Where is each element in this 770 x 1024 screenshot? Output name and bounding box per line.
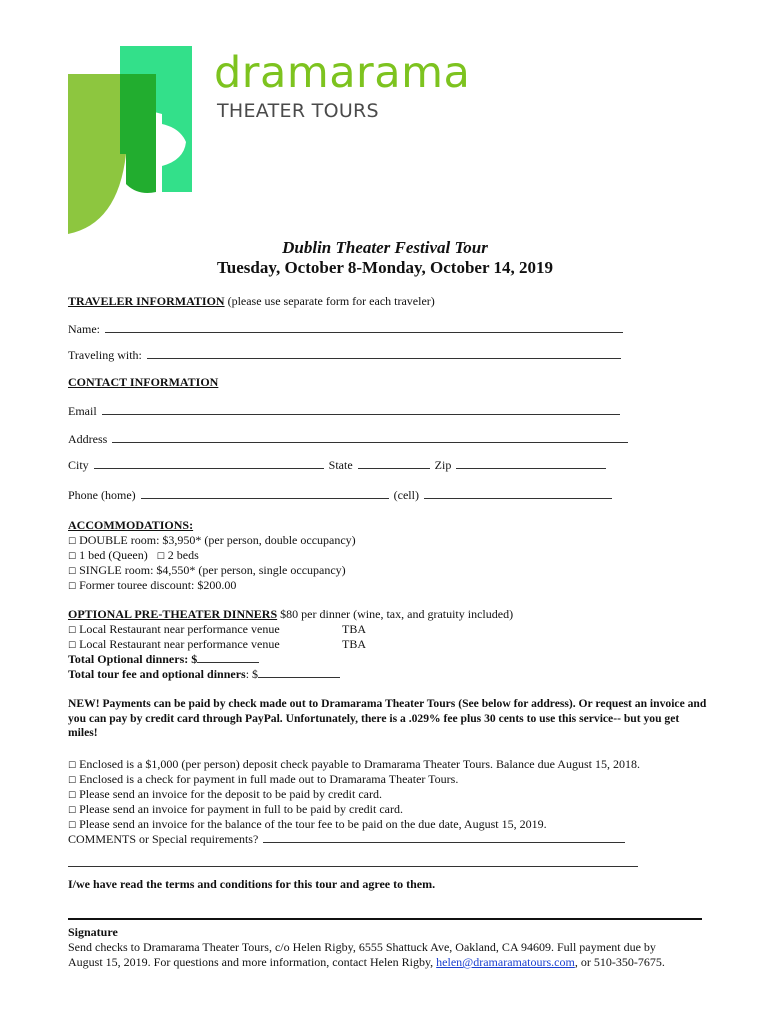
total-tour-field[interactable] [258, 667, 340, 678]
contact-email-link[interactable]: helen@dramaramatours.com [436, 955, 575, 969]
single-room-label: SINGLE room: $4,550* (per person, single occupancy) [79, 563, 346, 577]
phone-home-label: Phone (home) [68, 488, 136, 502]
dinners-header-line [68, 607, 513, 621]
payment-4-checkbox[interactable]: ☐ [68, 806, 77, 816]
payment-5-checkbox[interactable]: ☐ [68, 821, 77, 831]
dinners-heading: OPTIONAL PRE-THEATER DINNERS [68, 607, 278, 621]
accommodation-discount [68, 578, 236, 594]
comments-row-2 [68, 856, 640, 870]
total-optional-row [68, 652, 261, 666]
signature-line[interactable] [68, 918, 702, 920]
payment-3-label: Please send an invoice for the deposit to be paid by credit card. [79, 787, 382, 801]
total-tour-row [68, 667, 342, 681]
accommodation-double [68, 533, 356, 549]
city-state-zip-row [68, 458, 608, 472]
address-row [68, 432, 630, 446]
brand-name: dramarama [214, 48, 471, 98]
dramarama-logo-mark [68, 44, 192, 236]
queen-bed-checkbox[interactable]: ☐ [68, 552, 77, 562]
dinner-2-checkbox[interactable]: ☐ [68, 641, 77, 651]
accommodation-beds [68, 548, 199, 564]
address-field[interactable] [112, 432, 628, 443]
dinner-item-1 [68, 622, 280, 638]
total-optional-field[interactable] [197, 652, 259, 663]
traveler-info-line [68, 294, 435, 308]
traveling-with-field[interactable] [147, 348, 621, 359]
city-field[interactable] [94, 458, 324, 469]
tour-title: Dublin Theater Festival Tour [282, 238, 488, 257]
contact-heading: CONTACT INFORMATION [68, 375, 219, 389]
phone-cell-label: (cell) [393, 488, 419, 502]
comments-field-2[interactable] [68, 856, 638, 867]
zip-label: Zip [434, 458, 452, 472]
payment-2-label: Enclosed is a check for payment in full made out to Dramarama Theater Tours. [79, 772, 459, 786]
traveler-heading: TRAVELER INFORMATION [68, 294, 225, 308]
single-room-checkbox[interactable]: ☐ [68, 567, 77, 577]
comments-row [68, 832, 627, 846]
phone-home-field[interactable] [141, 488, 389, 499]
tour-dates: Tuesday, October 8-Monday, October 14, 2019 [217, 258, 553, 277]
zip-field[interactable] [456, 458, 606, 469]
payment-3-checkbox[interactable]: ☐ [68, 791, 77, 801]
traveling-with-label: Traveling with: [68, 348, 142, 362]
state-label: State [328, 458, 353, 472]
total-tour-suffix: : $ [245, 667, 259, 681]
traveling-with-row [68, 348, 623, 362]
payment-option-3 [68, 787, 382, 803]
mailing-instructions: Send checks to Dramarama Theater Tours, c/o Helen Rigby, 6555 Shattuck Ave, Oakland, CA 94609. Full payment due by [68, 940, 656, 954]
dinner-item-2 [68, 637, 280, 653]
brand-subtitle: THEATER TOURS [217, 100, 379, 122]
comments-field[interactable] [263, 832, 625, 843]
double-room-label: DOUBLE room: $3,950* (per person, double occupancy) [79, 533, 356, 547]
payment-option-5 [68, 817, 547, 833]
email-field[interactable] [102, 404, 620, 415]
payment-option-4 [68, 802, 403, 818]
two-beds-checkbox[interactable]: ☐ [156, 552, 165, 562]
city-label: City [68, 458, 89, 472]
accommodations-heading: ACCOMMODATIONS: [68, 518, 194, 532]
agreement-statement: I/we have read the terms and conditions for this tour and agree to them. [68, 877, 436, 891]
payment-notice: NEW! Payments can be paid by check made out to Dramarama Theater Tours (See below for address). Or request an invoice and you can pay by credit card through PayPal. Unfortunately, there is a .029% fee plus 30 cents to use this service-- but you get miles! [68, 697, 707, 739]
name-row [68, 322, 625, 336]
dinner-1-checkbox[interactable]: ☐ [68, 626, 77, 636]
payment-option-1 [68, 757, 640, 773]
name-label: Name: [68, 322, 100, 336]
payment-1-label: Enclosed is a $1,000 (per person) deposit check payable to Dramarama Theater Tours. Balance due August 15, 2018. [79, 757, 640, 771]
dinner-2-status: TBA [342, 637, 366, 651]
payment-option-2 [68, 772, 458, 788]
double-room-checkbox[interactable]: ☐ [68, 537, 77, 547]
phone-cell-field[interactable] [424, 488, 612, 499]
dinner-2-label: Local Restaurant near performance venue [79, 637, 280, 651]
state-field[interactable] [358, 458, 430, 469]
payment-4-label: Please send an invoice for payment in full to be paid by credit card. [79, 802, 403, 816]
dinner-1-status: TBA [342, 622, 366, 636]
discount-label: Former touree discount: $200.00 [79, 578, 237, 592]
payment-5-label: Please send an invoice for the balance of the tour fee to be paid on the due date, August 15, 2019. [79, 817, 547, 831]
contact-instructions [68, 955, 665, 969]
email-label: Email [68, 404, 97, 418]
dinners-note: $80 per dinner (wine, tax, and gratuity included) [277, 607, 514, 621]
payment-1-checkbox[interactable]: ☐ [68, 761, 77, 771]
payment-2-checkbox[interactable]: ☐ [68, 776, 77, 786]
email-row [68, 404, 622, 418]
accommodation-single [68, 563, 346, 579]
dinner-1-label: Local Restaurant near performance venue [79, 622, 280, 636]
address-label: Address [68, 432, 108, 446]
two-beds-label: 2 beds [167, 548, 199, 562]
contact-phone-text: , or 510-350-7675. [574, 955, 665, 969]
signature-label: Signature [68, 925, 118, 939]
queen-bed-label: 1 bed (Queen) [79, 548, 148, 562]
phone-row [68, 488, 614, 502]
contact-text: August 15, 2019. For questions and more information, contact Helen Rigby, [68, 955, 437, 969]
discount-checkbox[interactable]: ☐ [68, 582, 77, 592]
traveler-note: (please use separate form for each traveler) [224, 294, 435, 308]
name-field[interactable] [105, 322, 623, 333]
total-optional-label: Total Optional dinners: $ [68, 652, 198, 666]
comments-label: COMMENTS or Special requirements? [68, 832, 259, 846]
total-tour-label: Total tour fee and optional dinners [68, 667, 246, 681]
